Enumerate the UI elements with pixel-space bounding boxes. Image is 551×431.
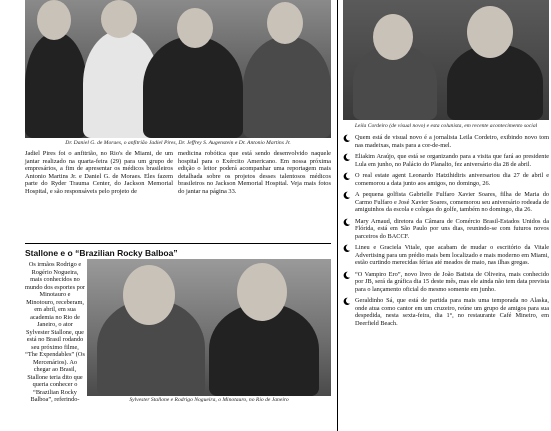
dinner-photo — [25, 0, 331, 138]
crescent-moon-icon — [343, 271, 351, 279]
stallone-photo-caption: Sylvester Stallone e Rodrigo Nogueira, o Minotauro, no Rio de Janeiro — [129, 397, 289, 403]
crescent-moon-icon — [343, 218, 351, 226]
stallone-photo — [87, 259, 331, 396]
social-notes-column — [343, 134, 549, 331]
social-note-text: O real estate agent Leonardo Hatzihidiris aniversariou dia 27 de abril e comemorou a data junto aos amigos, no domingo, 26. — [355, 172, 549, 187]
crescent-moon-icon — [343, 244, 351, 252]
social-note-text: “O Vampiro Ero”, novo livro de João Batista de Oliveira, mais conhecido por JB, será da gráfica dia 15 deste mês, mas ele ainda não tem data prevista para o lançamento oficial do mesmo somente em junho. — [355, 270, 549, 293]
stallone-article-text: Os irmãos Rodrigo e Rogério Nogueira, mais conhecidos no mundo dos esportes por Minotauro e Minotouro, receberam, em abril, em sua academia no Rio de Janeiro, o ator Sylvester Stallone, que está no Brasil rodando seu próximo filme, “The Expendables” (Os Mercenários). Ao chegar ao Brasil, Stallone teria dito que queria conhecer o “Brazilian Rocky Balboa”, referindo- — [25, 261, 85, 403]
social-note-text: Mary Arnaud, diretora da Câmara de Comércio Brasil-Estados Unidos da Flórida, está em São Paulo por uns dias, reunindo-se com futuros novos parceiros do BACCF. — [355, 217, 549, 240]
crescent-moon-icon — [343, 191, 351, 199]
social-note-text: Eliakim Araújo, que está se organizando para a visita que fará ao presidente Lula em junho, no Palácio do Planalto, fez aniversário dia 28 de abril. — [355, 153, 549, 168]
section-divider — [25, 243, 331, 244]
dinner-photo-caption: Dr. Daniel G. de Moraes, o anfitrião Jadiel Pires, Dr. Jeffrey S. Augenstein e Dr. Antonio Martins Jr. — [65, 140, 291, 146]
crescent-moon-icon — [343, 153, 351, 161]
article-dinner-col-a: Jadiel Pires foi o anfitrião, no Rio's de Miami, de um jantar realizado na quarta-feira (29) para um grupo de empresários, a fim de apresentar os médicos brasileiros Antonio Martins Jr. e Daniel G. de Moraes. Eles fazem parte do Ryder Trauma Center, do Jackson Memorial Hospital, e são responsáveis pelo projeto de — [25, 150, 173, 195]
social-note — [343, 172, 549, 187]
social-note-text: Lineu e Graciela Vitale, que acabam de mudar o escritório da Vitale Advertising para um prédio mais bem localizado e mais moderno em Miami, estão curtindo merecidas férias até meados de maio, nas ilhas gregas. — [355, 244, 549, 266]
column-divider — [337, 0, 338, 431]
crescent-moon-icon — [343, 172, 351, 180]
social-note — [343, 191, 549, 214]
social-note-text: Geraldinho Sá, que está de partida para mais uma temporada no Alaska, onde atua como cantor em um cruzeiro, reúne um grupo de amigos para sua despedida, nesta sexta-feira, dia 1°, no restaurante Café Mineiro, em Deerfield Beach. — [355, 297, 549, 327]
crescent-moon-icon — [343, 134, 351, 142]
social-note — [343, 271, 549, 294]
social-note — [343, 134, 549, 149]
social-note — [343, 244, 549, 267]
social-note — [343, 153, 549, 168]
social-note-text: A pequena golfista Gabrielle Fulfaro Xavier Soares, filha de Maria do Carmo Fulfaro e José Xavier Soares, comemorou seu aniversário rodeada de amiguinhos da escola e colegas do golfe, também no domingo, dia 26. — [355, 191, 549, 213]
stallone-headline: Stallone e o “Brazilian Rocky Balboa” — [25, 248, 178, 258]
social-note-text: Quem está de visual novo é a jornalista Leila Cordeiro, exibindo novo tom nas madeixas, mais para a cor-de-mel. — [355, 134, 549, 149]
social-photo — [343, 0, 549, 120]
social-note — [343, 297, 549, 327]
social-note — [343, 218, 549, 241]
crescent-moon-icon — [343, 297, 351, 305]
article-dinner-col-b: medicina robótica que está sendo desenvolvido naquele hospital para o Exército Americano. Em nossa próxima edição o leitor poderá acompanhar uma reportagem mais detalhada sobre os projetos desses talentosos médicos brasileiros no Jackson Memorial Hospital. Veja mais fotos do jantar na página 33. — [178, 150, 331, 195]
social-photo-caption: Leila Cordeiro (de visual novo) e esta colunista, em recente acontecimento social — [354, 123, 538, 129]
